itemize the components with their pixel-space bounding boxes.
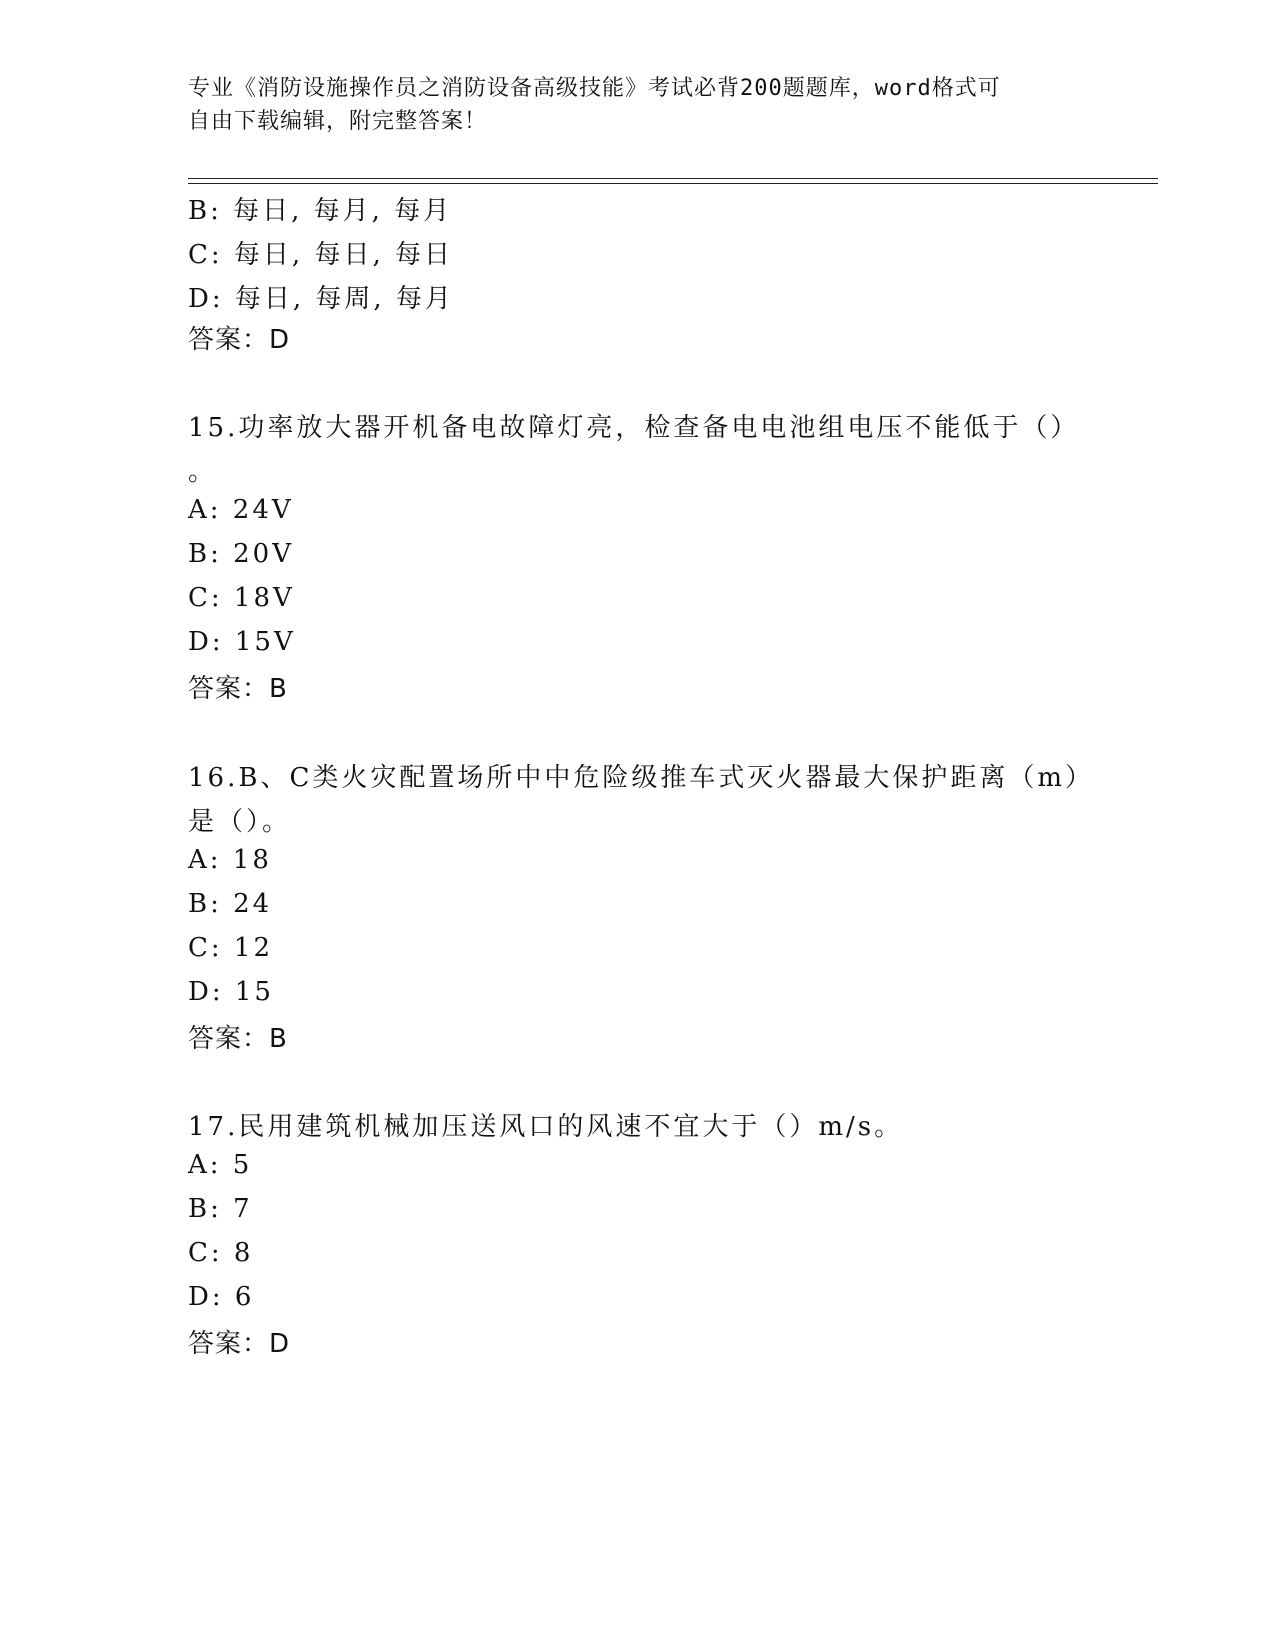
option-d: D: 6 — [188, 1282, 255, 1312]
question-stem: 16.B、C类火灾配置场所中中危险级推车式灭火器最大保护距离（m） — [188, 763, 1095, 793]
option-b: B: 20V — [188, 539, 294, 569]
option-c: C: 12 — [188, 933, 274, 963]
question-stem-continued: 是（）。 — [188, 807, 292, 837]
option-d: D: 每日, 每周, 每月 — [188, 284, 454, 314]
document-header — [188, 72, 1068, 138]
answer-line: 答案：D — [188, 325, 291, 355]
option-a: A: 24V — [188, 495, 294, 525]
question-stem: 15.功率放大器开机备电故障灯亮，检查备电电池组电压不能低于（） — [188, 413, 1080, 443]
header-line-1: 专业《消防设施操作员之消防设备高级技能》考试必背200题题库，word格式可 — [188, 76, 1001, 101]
answer-line: 答案：D — [188, 1329, 291, 1359]
question-stem-continued: 。 — [188, 457, 218, 487]
option-c: C: 8 — [188, 1238, 254, 1268]
option-b: B: 每日, 每月, 每月 — [188, 196, 453, 226]
question-stem: 17.民用建筑机械加压送风口的风速不宜大于（）m/s。 — [188, 1112, 904, 1142]
option-c: C: 每日, 每日, 每日 — [188, 240, 453, 270]
answer-line: 答案：B — [188, 1024, 288, 1054]
answer-line: 答案：B — [188, 674, 288, 704]
header-divider-bottom — [188, 183, 1158, 184]
option-a: A: 5 — [188, 1150, 253, 1180]
option-b: B: 7 — [188, 1194, 253, 1224]
header-divider-top — [188, 178, 1158, 179]
option-d: D: 15V — [188, 627, 296, 657]
option-c: C: 18V — [188, 583, 295, 613]
option-a: A: 18 — [188, 845, 272, 875]
option-d: D: 15 — [188, 977, 274, 1007]
header-line-2: 自由下载编辑，附完整答案！ — [188, 109, 488, 134]
option-b: B: 24 — [188, 889, 273, 919]
